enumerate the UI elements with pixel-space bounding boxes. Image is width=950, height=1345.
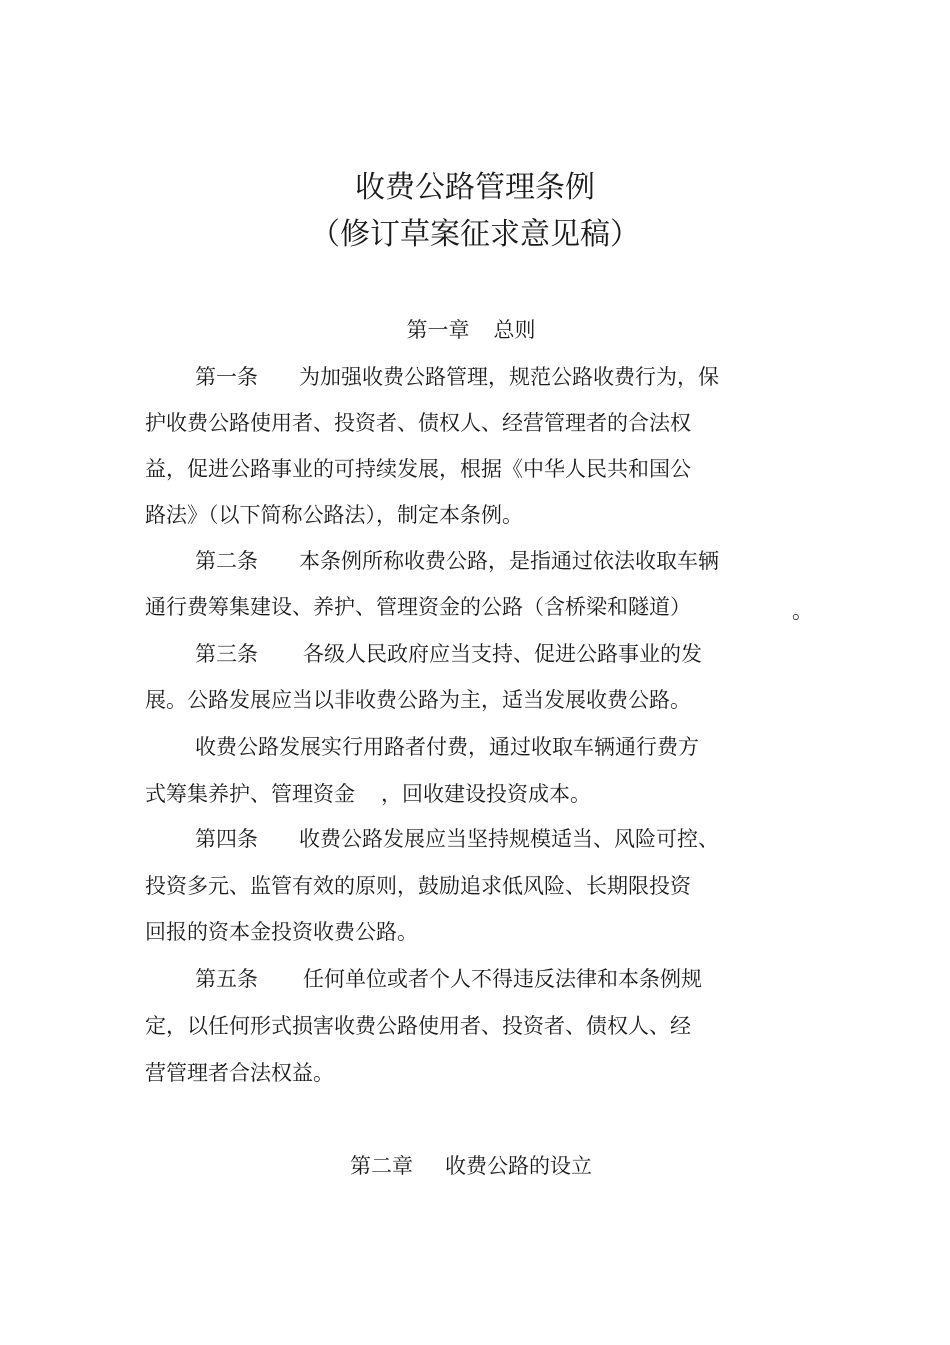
article-1-line-2: 护收费公路使用者、投资者、债权人、经营管理者的合法权 bbox=[145, 411, 691, 435]
article-1-line-3: 益，促进公路事业的可持续发展，根据《中华人民共和国公 bbox=[145, 457, 691, 481]
article-1-line-1 bbox=[195, 363, 719, 391]
article-3-line-2: 展。公路发展应当以非收费公路为主，适当发展收费公路。 bbox=[145, 688, 691, 712]
article-1-line-4: 路法》（以下简称公路法），制定本条例。 bbox=[145, 503, 523, 527]
article-label: 第五条 bbox=[195, 967, 258, 991]
article-3-para-2-line-2 bbox=[145, 780, 591, 808]
article-5-line-3: 营管理者合法权益。 bbox=[145, 1061, 334, 1085]
chapter-name: 总则 bbox=[493, 318, 536, 342]
article-label: 第三条 bbox=[195, 642, 258, 666]
article-4-line-2: 投资多元、监管有效的原则，鼓励追求低风险、长期限投资 bbox=[145, 874, 691, 898]
article-2-line-2: 通行费筹集建设、养护、管理资金的公路（含桥梁和隧道） bbox=[145, 595, 691, 619]
article-5-line-1 bbox=[195, 965, 702, 993]
article-label: 第四条 bbox=[195, 827, 258, 851]
article-text: ，回收建设投资成本。 bbox=[381, 782, 591, 806]
article-text: 本条例所称收费公路，是指通过依法收取车辆 bbox=[299, 549, 719, 573]
article-5-line-2: 定，以任何形式损害收费公路使用者、投资者、债权人、经 bbox=[145, 1014, 691, 1038]
article-label: 第二条 bbox=[195, 549, 258, 573]
chapter-heading-2 bbox=[0, 1152, 942, 1180]
chapter-number: 第一章 bbox=[406, 318, 470, 342]
document-title: 收费公路管理条例 bbox=[355, 170, 595, 205]
article-4-line-3: 回报的资本金投资收费公路。 bbox=[145, 920, 418, 944]
article-3-para-2-line-1: 收费公路发展实行用路者付费，通过收取车辆通行费方 bbox=[195, 735, 699, 759]
chapter-heading-1 bbox=[0, 316, 942, 344]
article-label: 第一条 bbox=[195, 365, 258, 389]
article-2-period: 。 bbox=[792, 599, 813, 623]
document-subtitle: （修订草案征求意见稿） bbox=[310, 217, 640, 252]
article-3-line-1 bbox=[195, 640, 702, 668]
chapter-name: 收费公路的设立 bbox=[445, 1154, 592, 1178]
article-text: 各级人民政府应当支持、促进公路事业的发 bbox=[303, 642, 702, 666]
article-text: 收费公路发展应当坚持规模适当、风险可控、 bbox=[299, 827, 719, 851]
article-text: 式筹集养护、管理资金 bbox=[145, 782, 355, 806]
article-text: 任何单位或者个人不得违反法律和本条例规 bbox=[303, 967, 702, 991]
article-4-line-1 bbox=[195, 825, 719, 853]
article-text: 为加强收费公路管理，规范公路收费行为，保 bbox=[299, 365, 719, 389]
chapter-number: 第二章 bbox=[350, 1154, 413, 1178]
article-2-line-1 bbox=[195, 547, 719, 575]
